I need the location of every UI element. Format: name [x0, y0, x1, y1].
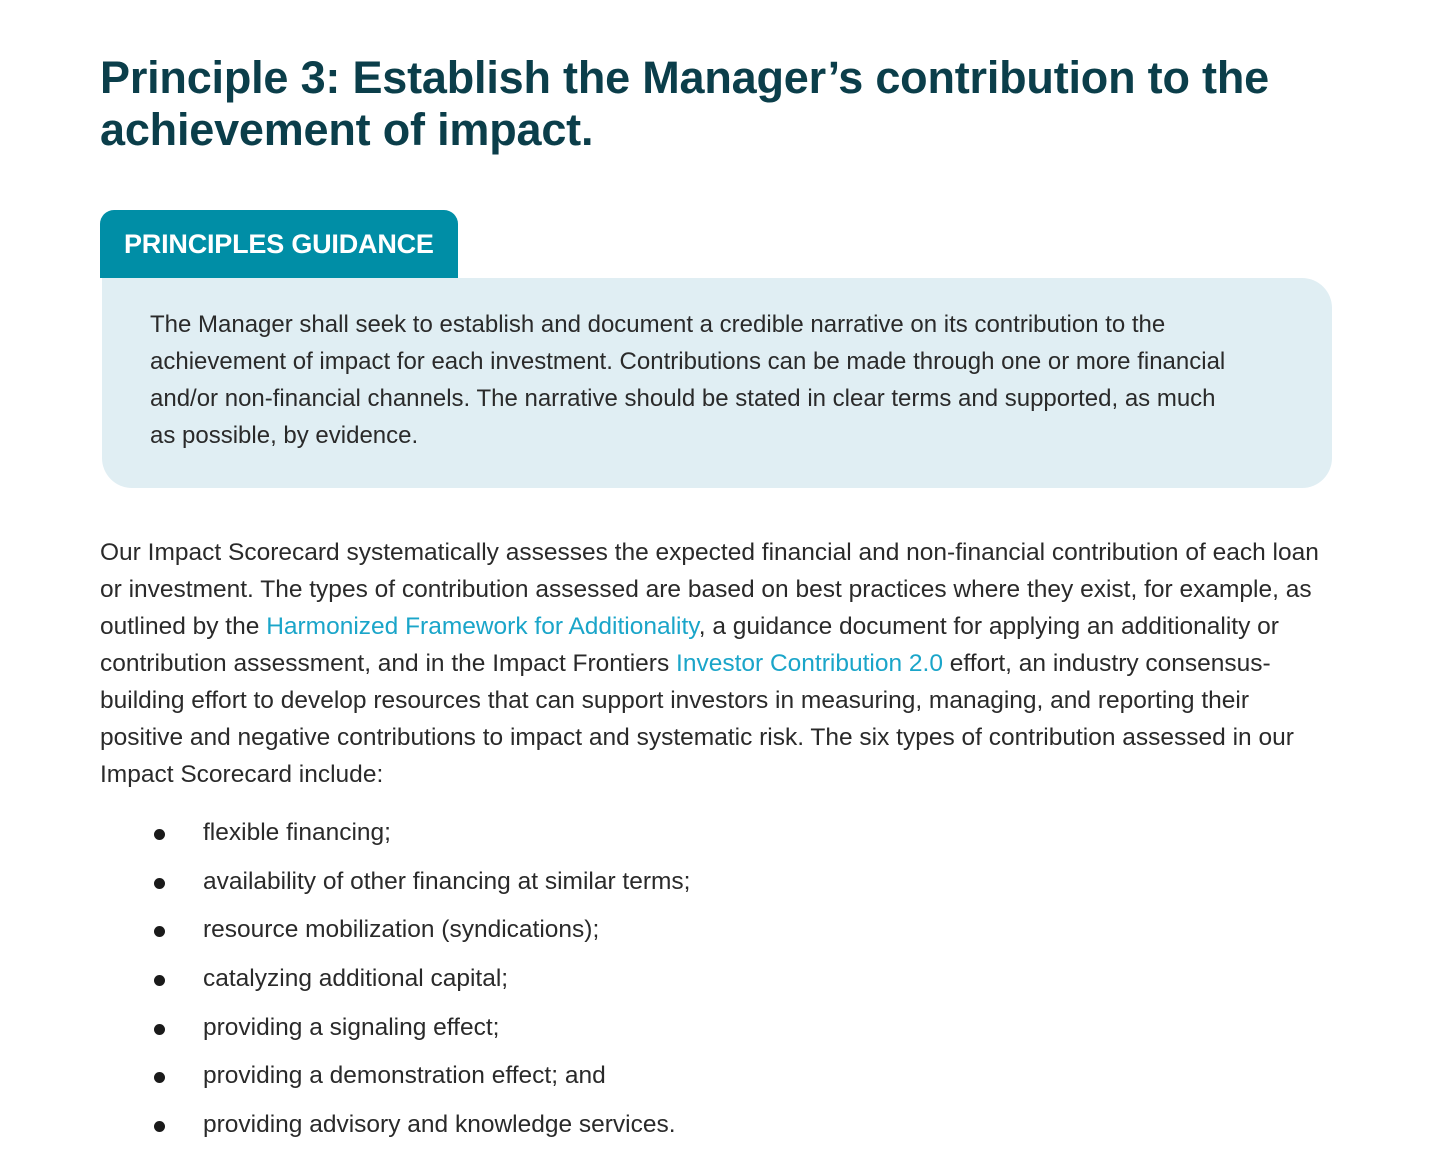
principles-guidance-panel [100, 210, 1332, 488]
list-item-text: resource mobilization (syndications); [203, 916, 600, 944]
contribution-types-list [100, 815, 1332, 1143]
bullet-icon [154, 975, 165, 986]
bullet-icon [154, 1121, 165, 1132]
investor-contribution-link[interactable]: Investor Contribution 2.0 [676, 650, 943, 677]
harmonized-framework-link[interactable]: Harmonized Framework for Additionality [266, 613, 699, 640]
bullet-icon [154, 878, 165, 889]
bullet-icon [154, 1072, 165, 1083]
list-item [100, 1058, 1332, 1094]
list-item [100, 1010, 1332, 1046]
list-item-text: catalyzing additional capital; [203, 965, 509, 993]
document-page [100, 52, 1332, 1156]
page-title: Principle 3: Establish the Manager’s contribution to the achievement of impact. [100, 52, 1269, 155]
list-item [100, 1107, 1332, 1143]
list-item [100, 961, 1332, 997]
body-text-part-2: , a guidance document for applying an additionality or contribution assessment, and in the Impact Frontiers [100, 613, 1279, 677]
body-text-part-3: effort, an industry consensus-building effort to develop resources that can support investors in measuring, managing, and reporting their positive and negative contributions to impact and systematic risk. The six types of contribution assessed in our Impact Scorecard include: [100, 650, 1294, 788]
list-item [100, 815, 1332, 851]
guidance-tab-label: PRINCIPLES GUIDANCE [100, 210, 458, 278]
body-text-part-1: Our Impact Scorecard systematically assesses the expected financial and non-financial contribution of each loan or investment. The types of contribution assessed are based on best practices where they exist, for example, as outlined by the [100, 539, 1319, 640]
bullet-icon [154, 926, 165, 937]
list-item-text: providing advisory and knowledge services. [203, 1111, 676, 1139]
body-paragraph [100, 534, 1332, 793]
bullet-icon [154, 829, 165, 840]
list-item [100, 864, 1332, 900]
list-item-text: providing a demonstration effect; and [203, 1062, 606, 1090]
list-item-text: availability of other financing at similar terms; [203, 867, 691, 895]
guidance-box [102, 278, 1332, 488]
guidance-text: The Manager shall seek to establish and document a credible narrative on its contribution to the achievement of impact for each investment. Contributions can be made through one or more financial and/or non-financial channels. The narrative should be stated in clear terms and supported, as much as possible, by evidence. [150, 311, 1226, 449]
list-item [100, 912, 1332, 948]
list-item-text: providing a signaling effect; [203, 1013, 500, 1041]
bullet-icon [154, 1024, 165, 1035]
list-item-text: flexible financing; [203, 819, 391, 846]
